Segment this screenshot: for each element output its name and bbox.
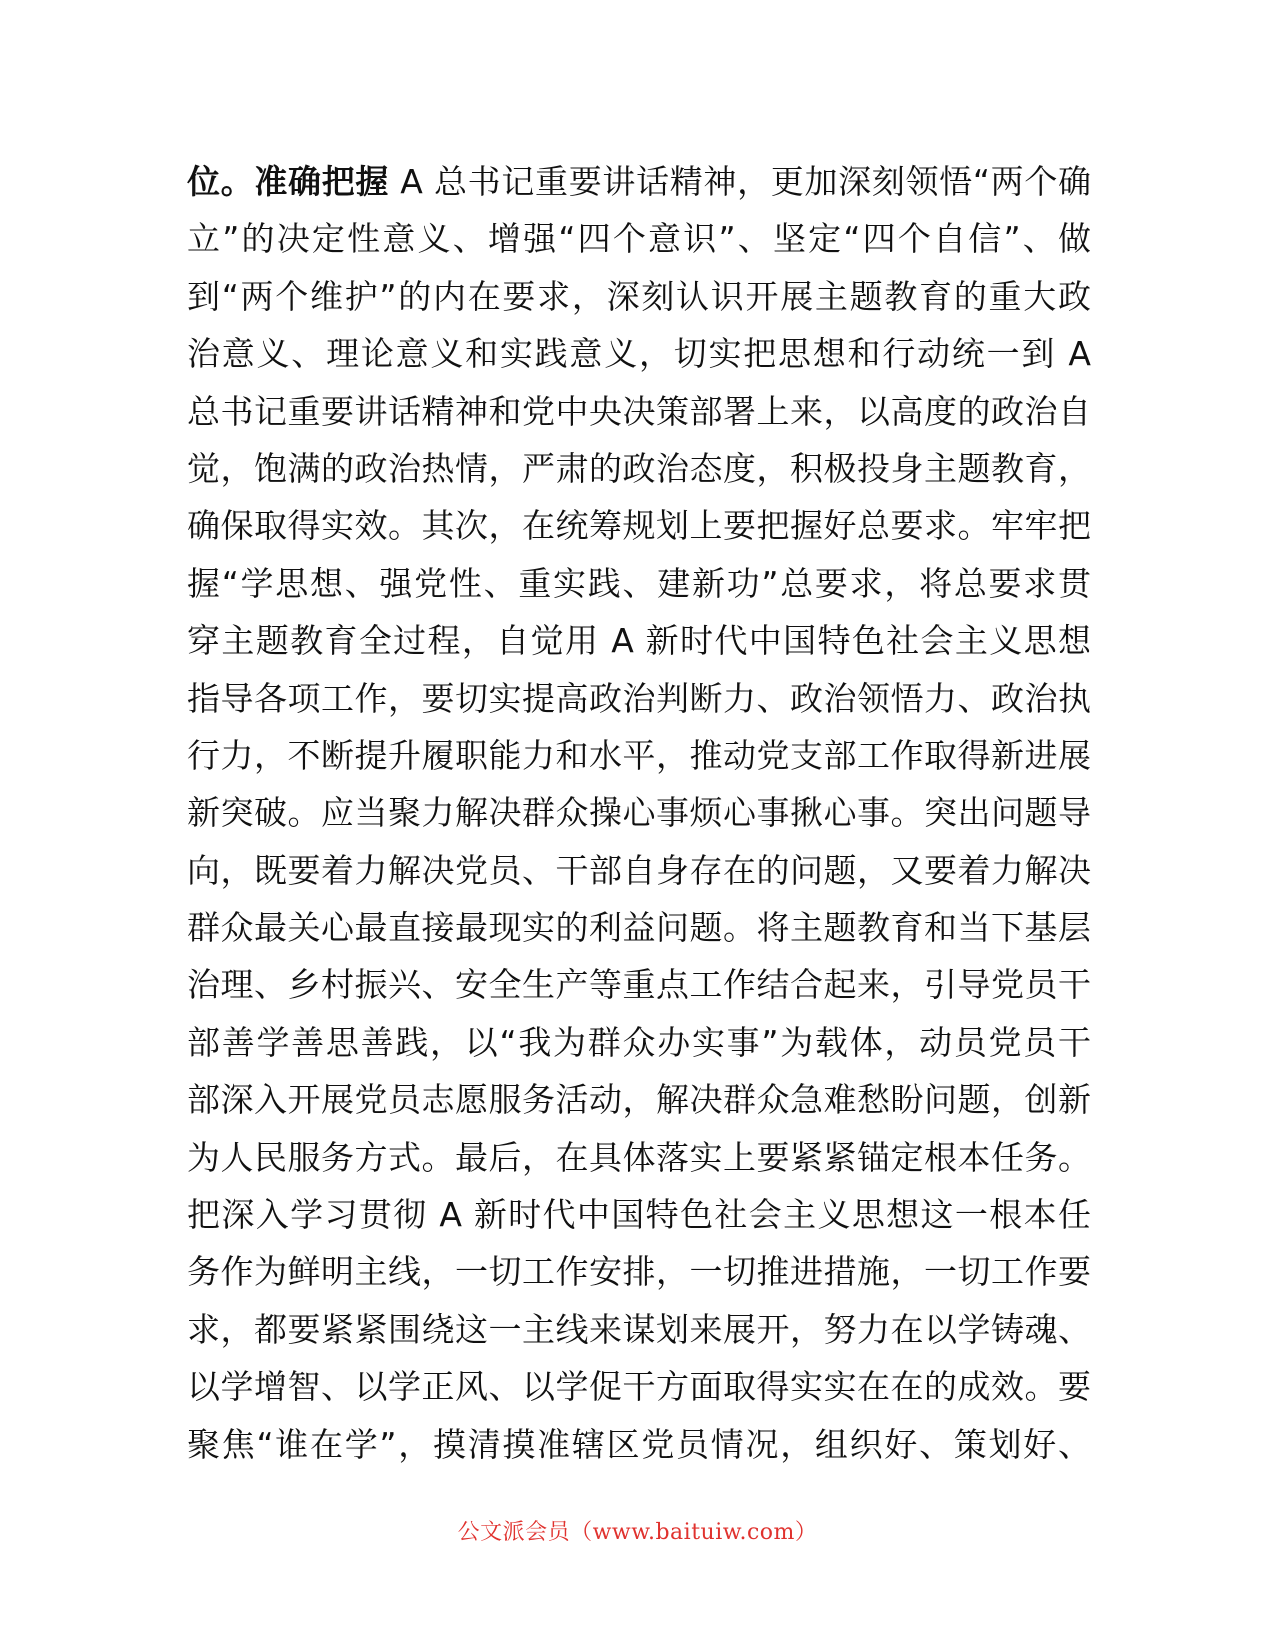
text-line [187,210,1091,267]
text-line [187,612,1091,669]
line-text: A 总书记重要讲话精神，更加深刻领悟“两个确 [389,162,1091,201]
text-line [187,497,1091,554]
line-text: 务作为鲜明主线，一切工作安排，一切推进措施，一切工作要 [187,1252,1091,1292]
line-text: 以学增智、以学正风、以学促干方面取得实实在在的成效。要 [187,1367,1091,1407]
text-line [187,1301,1091,1358]
bold-lead-text: 位。准确把握 [187,162,390,201]
text-line [187,1186,1091,1243]
text-line [187,1071,1091,1128]
text-line [187,325,1091,382]
line-text: 向，既要着力解决党员、干部自身存在的问题，又要着力解决 [187,850,1091,890]
line-text: 行力，不断提升履职能力和水平，推动党支部工作取得新进展 [187,735,1091,775]
text-line [187,1358,1091,1415]
text-line [187,956,1091,1013]
text-line [187,784,1091,841]
line-text: 总书记重要讲话精神和党中央决策部署上来，以高度的政治自 [187,391,1091,431]
line-text: 穿主题教育全过程，自觉用 A 新时代中国特色社会主义思想 [187,621,1091,661]
text-line [187,268,1091,325]
line-text: 到“两个维护”的内在要求，深刻认识开展主题教育的重大政 [187,276,1091,316]
line-text: 新突破。应当聚力解决群众操心事烦心事揪心事。突出问题导 [187,793,1091,833]
line-text: 求，都要紧紧围绕这一主线来谋划来展开，努力在以学铸魂、 [187,1309,1091,1349]
text-line [187,1416,1091,1473]
line-text: 觉，饱满的政治热情，严肃的政治态度，积极投身主题教育， [187,448,1091,488]
line-text: 指导各项工作，要切实提高政治判断力、政治领悟力、政治执 [187,678,1091,718]
text-line [187,1243,1091,1300]
text-line [187,899,1091,956]
text-line [187,1129,1091,1186]
footer-watermark: 公文派会员（www.baituiw.com） [457,1520,818,1545]
text-line [187,727,1091,784]
line-text: 为人民服务方式。最后，在具体落实上要紧紧锚定根本任务。 [187,1137,1091,1177]
text-line [187,383,1091,440]
line-text: 聚焦“谁在学”，摸清摸准辖区党员情况，组织好、策划好、 [187,1424,1091,1464]
line-text: 群众最关心最直接最现实的利益问题。将主题教育和当下基层 [187,908,1091,948]
text-line [187,440,1091,497]
line-text: 部深入开展党员志愿服务活动，解决群众急难愁盼问题，创新 [187,1080,1091,1120]
text-line [187,670,1091,727]
line-text: 部善学善思善践，以“我为群众办实事”为载体，动员党员干 [187,1022,1091,1062]
line-text: 把深入学习贯彻 A 新时代中国特色社会主义思想这一根本任 [187,1195,1091,1235]
line-text: 立”的决定性意义、增强“四个意识”、坚定“四个自信”、做 [187,219,1091,259]
line-text: 治意义、理论意义和实践意义，切实把思想和行动统一到 A [187,334,1091,374]
text-line [187,153,1091,210]
line-text: 确保取得实效。其次，在统筹规划上要把握好总要求。牢牢把 [187,506,1091,546]
body-paragraph [187,153,1091,1473]
text-line [187,555,1091,612]
text-line [187,842,1091,899]
text-line [187,1014,1091,1071]
line-text: 治理、乡村振兴、安全生产等重点工作结合起来，引导党员干 [187,965,1091,1005]
line-text: 握“学思想、强党性、重实践、建新功”总要求，将总要求贯 [187,563,1091,603]
